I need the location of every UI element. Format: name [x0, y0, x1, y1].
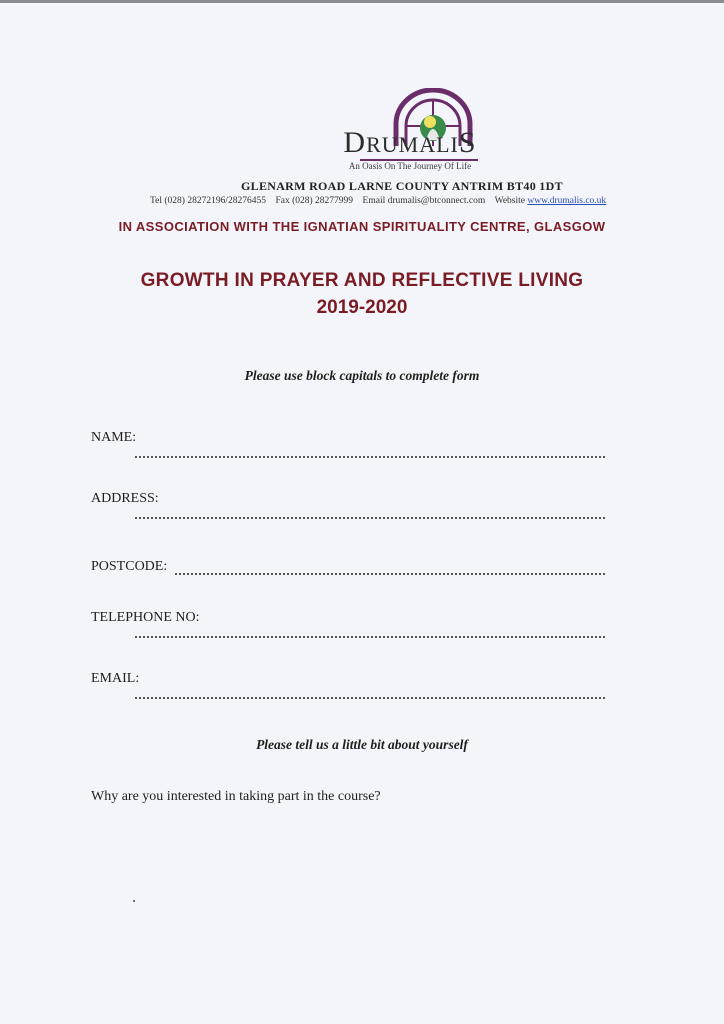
telephone-label: TELEPHONE NO:: [91, 610, 200, 625]
website-link[interactable]: www.drumalis.co.uk: [527, 196, 607, 206]
interest-question: Why are you interested in taking part in the course?: [91, 789, 381, 804]
email-label: EMAIL:: [91, 671, 140, 686]
stray-mark: [133, 900, 135, 902]
scan-edge: [0, 0, 724, 3]
email-address: Email drumalis@btconnect.com: [362, 196, 486, 206]
email-field[interactable]: [135, 697, 605, 699]
drumalis-logo: [330, 88, 490, 178]
logo-wordmark: DRUMALIS: [343, 126, 477, 159]
form-instruction: Please use block capitals to complete form: [244, 368, 480, 383]
address-field[interactable]: [135, 517, 605, 519]
logo-tagline: An Oasis On The Journey Of Life: [348, 161, 472, 171]
name-field[interactable]: [135, 456, 605, 458]
contact-details: [150, 196, 606, 206]
website-label: Website: [494, 196, 525, 206]
address-label: ADDRESS:: [91, 491, 159, 506]
postcode-label: POSTCODE:: [91, 559, 168, 574]
name-label: NAME:: [91, 430, 137, 445]
telephone-field[interactable]: [135, 636, 605, 638]
telephone-numbers: Tel (028) 28272196/28276455: [150, 196, 266, 206]
postal-address: GLENARM ROAD LARNE COUNTY ANTRIM BT40 1DT: [241, 179, 563, 193]
course-year: 2019-2020: [316, 297, 408, 318]
course-title: GROWTH IN PRAYER AND REFLECTIVE LIVING: [140, 270, 584, 291]
fax-number: Fax (028) 28277999: [275, 196, 354, 206]
postcode-field[interactable]: [175, 573, 605, 575]
association-heading: IN ASSOCIATION WITH THE IGNATIAN SPIRITUALITY CENTRE, GLASGOW: [118, 219, 606, 234]
about-yourself-heading: Please tell us a little bit about yourself: [256, 737, 468, 752]
